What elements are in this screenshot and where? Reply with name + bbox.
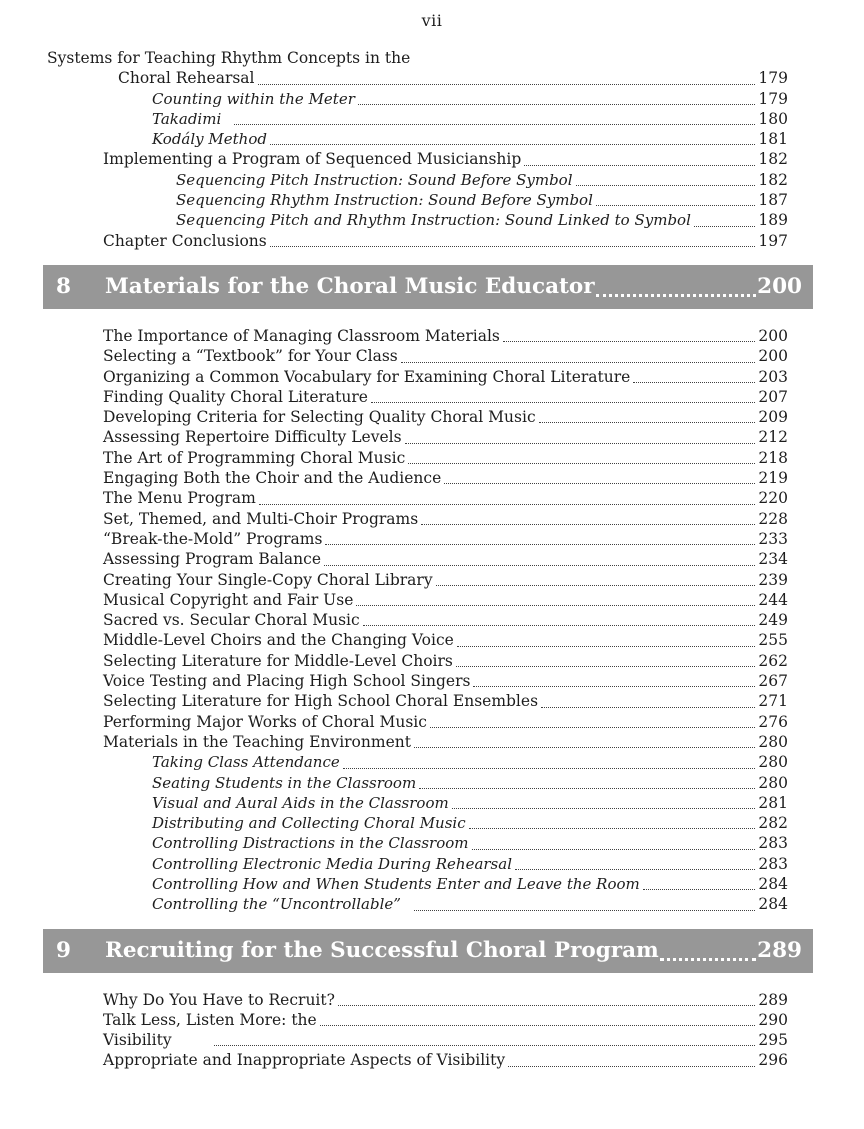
toc-entry-title: Visual and Aural Aids in the Classroom (152, 793, 449, 812)
dot-leader (596, 205, 755, 206)
chapter-number: 9 (56, 938, 71, 964)
toc-entry (103, 488, 788, 508)
toc-entry-title: Appropriate and Inappropriate Aspects of Visibility (103, 1051, 506, 1070)
dot-leader (419, 788, 755, 789)
toc-entry-title: Finding Quality Choral Literature (103, 387, 368, 406)
toc-entry-title: Middle-Level Choirs and the Changing Voice (103, 631, 454, 650)
toc-entry-title: Chapter Conclusions (103, 231, 267, 250)
toc-entry-title: “Break-the-Mold” Programs (103, 529, 323, 548)
dot-leader (469, 828, 755, 829)
dot-leader (430, 727, 755, 728)
toc-entry-title: Developing Criteria for Selecting Quality Choral Music (103, 408, 536, 427)
dot-leader (363, 625, 755, 626)
toc-entry-title: Sequencing Rhythm Instruction: Sound Before Symbol (176, 191, 593, 210)
toc-entry (103, 210, 788, 230)
toc-entry-list (103, 990, 788, 1071)
dot-leader (408, 463, 755, 464)
toc-entry (103, 68, 788, 88)
toc-entry (103, 1030, 788, 1050)
toc-entry-title: Set, Themed, and Multi-Choir Programs (103, 509, 419, 528)
toc-entry-title: Kodály Method (152, 130, 267, 149)
toc-entry-page-number: 203 (758, 367, 788, 386)
dot-leader (457, 646, 755, 647)
dot-leader (320, 1025, 755, 1026)
toc-entry-title: Selecting Literature for High School Choral Ensembles (103, 692, 539, 711)
toc-entry-page-number: 181 (758, 130, 788, 149)
toc-entry (103, 671, 788, 691)
toc-entry-list (103, 326, 788, 915)
chapter-page-number: 200 (757, 274, 802, 300)
dot-leader (371, 402, 755, 403)
toc-entry (103, 326, 788, 346)
chapter-page-number: 289 (757, 938, 802, 964)
toc-entry-page-number: 282 (758, 814, 788, 833)
toc-entry-title: Controlling Electronic Media During Rehearsal (152, 854, 512, 873)
toc-entry-page-number: 200 (758, 347, 788, 366)
toc-entry-page-number: 200 (758, 326, 788, 345)
toc-entry-title: Seating Students in the Classroom (152, 773, 417, 792)
dot-leader (694, 226, 755, 227)
toc-entry-page-number: 212 (758, 428, 788, 447)
toc-entry-page-number: 284 (758, 895, 788, 914)
toc-entry-page-number: 289 (758, 990, 788, 1009)
chapter-heading-bar (43, 265, 813, 309)
toc-entry-page-number: 182 (758, 170, 788, 189)
toc-entry (103, 894, 788, 914)
toc-entry-page-number: 283 (758, 854, 788, 873)
toc-entry-page-number: 189 (758, 211, 788, 230)
toc-entry-page-number: 255 (758, 631, 788, 650)
dot-leader (633, 382, 755, 383)
toc-entry-page-number: 239 (758, 570, 788, 589)
toc-entry-title: Performing Major Works of Choral Music (103, 712, 427, 731)
toc-entry-page-number: 280 (758, 753, 788, 772)
toc-entry-page-number: 296 (758, 1051, 788, 1070)
toc-entry-title: Counting within the Meter (152, 89, 355, 108)
toc-entry-title: Organizing a Common Vocabulary for Examining Choral Literature (103, 367, 631, 386)
toc-entry-title: Controlling Distractions in the Classroom (152, 834, 469, 853)
toc-entry (103, 630, 788, 650)
toc-entry (103, 712, 788, 732)
toc-entry (103, 570, 788, 590)
toc-entry (103, 1050, 788, 1070)
dot-leader (358, 104, 755, 105)
toc-entry-page-number: 180 (758, 109, 788, 128)
toc-entry (103, 529, 788, 549)
chapter-heading-bar (43, 929, 813, 973)
toc-entry (103, 813, 788, 833)
toc-entry-page-number: 295 (758, 1031, 788, 1050)
table-of-contents (0, 48, 864, 1071)
toc-entry (47, 48, 788, 68)
dot-leader (270, 144, 755, 145)
toc-entry (103, 448, 788, 468)
toc-entry-page-number: 281 (758, 793, 788, 812)
toc-entry-title: Visibility (103, 1031, 172, 1050)
toc-entry-title: Creating Your Single-Copy Choral Library (103, 570, 433, 589)
toc-page (0, 11, 864, 1129)
toc-entry-page-number: 267 (758, 672, 788, 691)
dot-leader (452, 808, 755, 809)
toc-entry-page-number: 283 (758, 834, 788, 853)
toc-entry (103, 691, 788, 711)
dot-leader (405, 443, 755, 444)
dot-leader (515, 869, 755, 870)
toc-entry-title: Assessing Program Balance (103, 550, 322, 569)
toc-entry-page-number: 284 (758, 874, 788, 893)
dot-leader (444, 483, 755, 484)
dot-leader (401, 362, 755, 363)
toc-entry (103, 170, 788, 190)
toc-entry-title: Voice Testing and Placing High School Singers (103, 672, 471, 691)
toc-entry (103, 854, 788, 874)
toc-entry-title: Talk Less, Listen More: the (103, 1010, 317, 1029)
toc-entry (103, 468, 788, 488)
dot-leader (541, 707, 755, 708)
toc-entry-title: Selecting a “Textbook” for Your Class (103, 347, 398, 366)
dot-leader (596, 294, 757, 297)
toc-entry-page-number: 197 (758, 231, 788, 250)
dot-leader (258, 84, 755, 85)
toc-entry (103, 1010, 788, 1030)
toc-entry-title: Selecting Literature for Middle-Level Choirs (103, 651, 453, 670)
toc-entry-title: Sequencing Pitch Instruction: Sound Before Symbol (176, 170, 573, 189)
toc-entry-list (47, 48, 788, 251)
dot-leader (324, 565, 755, 566)
toc-entry-page-number: 234 (758, 550, 788, 569)
toc-entry (103, 149, 788, 169)
toc-entry (103, 793, 788, 813)
toc-entry-title: Sequencing Pitch and Rhythm Instruction: Sound Linked to Symbol (176, 211, 691, 230)
toc-entry (103, 427, 788, 447)
toc-entry-page-number: 290 (758, 1010, 788, 1029)
toc-entry-title: Musical Copyright and Fair Use (103, 590, 354, 609)
toc-entry (103, 367, 788, 387)
toc-entry (103, 990, 788, 1010)
toc-entry (103, 651, 788, 671)
toc-entry (103, 833, 788, 853)
dot-leader (270, 246, 755, 247)
dot-leader (524, 165, 755, 166)
toc-entry-page-number: 271 (758, 692, 788, 711)
dot-leader (356, 605, 755, 606)
toc-entry (103, 509, 788, 529)
dot-leader (473, 686, 755, 687)
toc-entry (103, 387, 788, 407)
toc-entry-page-number: 182 (758, 150, 788, 169)
toc-entry (103, 752, 788, 772)
toc-entry-title: Sacred vs. Secular Choral Music (103, 611, 360, 630)
toc-entry-page-number: 219 (758, 469, 788, 488)
page-number-folio: vii (421, 11, 443, 30)
toc-entry-title: Distributing and Collecting Choral Music (152, 814, 466, 833)
toc-entry-page-number: 187 (758, 191, 788, 210)
toc-entry-title: Choral Rehearsal (118, 69, 255, 88)
dot-leader (456, 666, 755, 667)
toc-entry-title: Engaging Both the Choir and the Audience (103, 469, 442, 488)
toc-entry-title: Controlling How and When Students Enter and Leave the Room (152, 874, 640, 893)
dot-leader (643, 889, 755, 890)
toc-entry-title: Assessing Repertoire Difficulty Levels (103, 428, 402, 447)
toc-entry-page-number: 228 (758, 509, 788, 528)
toc-entry-page-number: 280 (758, 773, 788, 792)
dot-leader (660, 958, 756, 961)
toc-entry (103, 549, 788, 569)
toc-entry-page-number: 276 (758, 712, 788, 731)
toc-entry-page-number: 179 (758, 89, 788, 108)
toc-entry-title: Why Do You Have to Recruit? (103, 990, 335, 1009)
toc-entry-page-number: 207 (758, 387, 788, 406)
dot-leader (472, 849, 756, 850)
toc-entry (103, 407, 788, 427)
toc-entry-title: Materials in the Teaching Environment (103, 732, 411, 751)
toc-entry (103, 732, 788, 752)
toc-entry (103, 231, 788, 251)
toc-entry (103, 610, 788, 630)
toc-entry (103, 109, 788, 129)
toc-entry-page-number: 244 (758, 590, 788, 609)
dot-leader (259, 504, 755, 505)
toc-entry-page-number: 179 (758, 69, 788, 88)
toc-entry (103, 773, 788, 793)
dot-leader (338, 1005, 755, 1006)
dot-leader (414, 747, 755, 748)
toc-entry (103, 874, 788, 894)
toc-entry (103, 590, 788, 610)
dot-leader (539, 422, 755, 423)
toc-entry-page-number: 220 (758, 489, 788, 508)
toc-entry-page-number: 233 (758, 529, 788, 548)
dot-leader (325, 544, 755, 545)
dot-leader (234, 124, 755, 125)
dot-leader (436, 585, 755, 586)
toc-entry (103, 129, 788, 149)
dot-leader (414, 910, 755, 911)
chapter-number: 8 (56, 274, 71, 300)
toc-entry (103, 346, 788, 366)
toc-entry-page-number: 249 (758, 611, 788, 630)
toc-entry-title: Implementing a Program of Sequenced Musicianship (103, 150, 522, 169)
toc-entry-title: The Importance of Managing Classroom Materials (103, 326, 500, 345)
toc-entry (103, 190, 788, 210)
chapter-title: Recruiting for the Successful Choral Program (105, 938, 659, 964)
toc-entry-title: Takadimi (152, 109, 222, 128)
toc-entry (103, 89, 788, 109)
toc-entry-title: The Menu Program (103, 489, 256, 508)
dot-leader (421, 524, 755, 525)
toc-entry-title: Systems for Teaching Rhythm Concepts in the (47, 49, 411, 67)
chapter-title: Materials for the Choral Music Educator (105, 274, 595, 300)
dot-leader (343, 768, 755, 769)
toc-entry-title: Controlling the “Uncontrollable” (152, 895, 401, 914)
toc-entry-page-number: 262 (758, 651, 788, 670)
dot-leader (503, 341, 755, 342)
toc-entry-page-number: 218 (758, 448, 788, 467)
toc-entry-page-number: 209 (758, 408, 788, 427)
dot-leader (214, 1045, 755, 1046)
toc-entry-title: Taking Class Attendance (152, 753, 340, 772)
toc-entry-page-number: 280 (758, 732, 788, 751)
dot-leader (576, 185, 755, 186)
dot-leader (508, 1066, 755, 1067)
toc-entry-title: The Art of Programming Choral Music (103, 448, 406, 467)
